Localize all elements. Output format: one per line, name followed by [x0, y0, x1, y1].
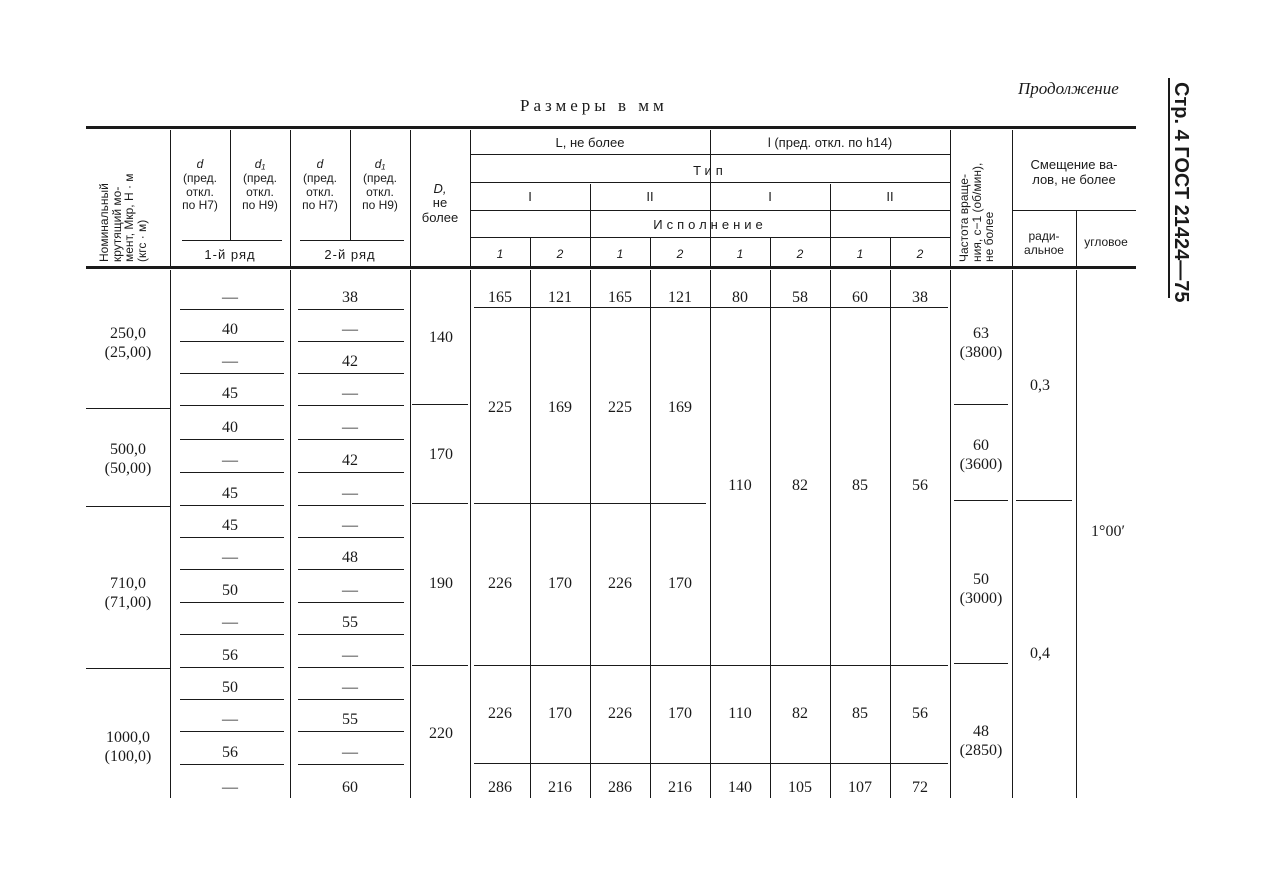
d-row-sep — [180, 699, 284, 700]
L-cell: 225 — [608, 399, 632, 416]
l-cell: 82 — [792, 477, 808, 494]
exec-col: 1 — [856, 247, 864, 261]
radial-value: 0,4 — [1030, 645, 1050, 662]
hdr-vline — [830, 184, 831, 266]
exec-col: 1 — [736, 247, 744, 261]
d-row1-cell: — — [222, 614, 238, 631]
d1-header-row2: d₁ (пред. откл. по H9) — [362, 157, 398, 213]
d-row1-cell: — — [222, 711, 238, 728]
d-row2-cell: — — [342, 385, 358, 402]
body-vline — [1012, 270, 1013, 798]
hdr-hline — [182, 240, 282, 241]
hdr-vline — [1012, 130, 1013, 266]
hdr-vline — [410, 130, 411, 266]
body-vline — [1076, 270, 1077, 798]
hdr-vline — [290, 130, 291, 266]
d-row2-cell: — — [342, 744, 358, 761]
d-row-sep — [180, 537, 284, 538]
D-sep — [412, 503, 468, 504]
L-cell: 226 — [608, 575, 632, 592]
body-vline — [290, 270, 291, 798]
body-vline — [530, 270, 531, 798]
d-row-sep — [180, 667, 284, 668]
freq-value: 48 (2850) — [959, 723, 1003, 760]
freq-sep — [954, 663, 1008, 664]
radial-header: ради- альное — [1024, 229, 1064, 257]
D-header: D, не более — [421, 181, 459, 225]
hdr-vline — [1076, 210, 1077, 266]
d1-header-row1: d₁ (пред. откл. по H9) — [242, 157, 278, 213]
d-row-sep — [298, 472, 404, 473]
execution-header: Исполнение — [653, 217, 767, 232]
d-row-sep — [298, 667, 404, 668]
shift-header: Смещение ва- лов, не более — [1030, 157, 1118, 187]
hdr-vline — [350, 130, 351, 240]
torque-group: 500,0 (50,00) — [104, 441, 152, 478]
D-value: 220 — [429, 725, 453, 742]
d-row1-cell: — — [222, 549, 238, 566]
exec-col: 2 — [556, 247, 564, 261]
d-row1-cell: — — [222, 779, 238, 796]
l-cell: 110 — [728, 705, 752, 722]
d-row2-cell: — — [342, 419, 358, 436]
hdr-vline — [770, 238, 771, 266]
d-row2-cell: 60 — [342, 779, 358, 796]
L-cell: 216 — [548, 779, 572, 796]
l-cell: 58 — [792, 289, 808, 306]
group-sep — [86, 506, 170, 507]
D-sep — [412, 665, 468, 666]
body-vline — [470, 270, 471, 798]
d-row-sep — [180, 405, 284, 406]
d-row-sep — [180, 634, 284, 635]
spine-label: Стр. 4 ГОСТ 21424—75 — [1170, 82, 1192, 303]
d-row2-cell: — — [342, 679, 358, 696]
d-row1-cell: 45 — [222, 517, 238, 534]
l-cell: 105 — [788, 779, 812, 796]
d-row2-cell: — — [342, 647, 358, 664]
L-sep — [474, 763, 948, 764]
L-sep — [474, 307, 948, 308]
L-cell: 165 — [608, 289, 632, 306]
hdr-hline — [300, 240, 404, 241]
exec-col: 1 — [616, 247, 624, 261]
d-row1-cell: 40 — [222, 321, 238, 338]
body-vline — [950, 270, 951, 798]
d-row-sep — [180, 309, 284, 310]
L-cell: 216 — [668, 779, 692, 796]
torque-group: 710,0 (71,00) — [104, 575, 152, 612]
torque-group: 1000,0 (100,0) — [104, 729, 152, 766]
d-row2-cell: 38 — [342, 289, 358, 306]
D-value: 140 — [429, 329, 453, 346]
torque-header: Номинальный крутящий мо- мент, Мкр, Н · м (кгс · м) — [97, 173, 149, 262]
spine-rule — [1168, 78, 1170, 298]
body-vline — [890, 270, 891, 798]
L-cell: 226 — [488, 705, 512, 722]
exec-col: 1 — [496, 247, 504, 261]
hdr-vline — [650, 238, 651, 266]
l-cell: 56 — [912, 705, 928, 722]
hdr-vline — [170, 130, 171, 266]
torque-group: 250,0 (25,00) — [104, 325, 152, 362]
d-row2-cell: 55 — [342, 711, 358, 728]
d-row-sep — [298, 341, 404, 342]
freq-value: 63 (3800) — [959, 325, 1003, 362]
d-row-sep — [298, 405, 404, 406]
L-cell: 170 — [668, 705, 692, 722]
d-row2-cell: — — [342, 582, 358, 599]
l-cell: 85 — [852, 477, 868, 494]
hdr-hline — [470, 182, 950, 183]
exec-col: 2 — [796, 247, 804, 261]
exec-col: 2 — [916, 247, 924, 261]
d-row-sep — [298, 505, 404, 506]
d-row1-cell: 45 — [222, 485, 238, 502]
L-cell: 226 — [608, 705, 632, 722]
freq-header: Частота враще- ния, с−1 (об/мин), не более — [957, 162, 997, 262]
hdr-vline — [470, 130, 471, 266]
hdr-hline — [1012, 210, 1136, 211]
d-row-sep — [298, 537, 404, 538]
d-row1-cell: 56 — [222, 744, 238, 761]
D-sep — [412, 404, 468, 405]
d-row2-cell: — — [342, 321, 358, 338]
d-row-sep — [180, 373, 284, 374]
table-top-rule — [86, 126, 1136, 129]
l-cell: 38 — [912, 289, 928, 306]
body-vline — [170, 270, 171, 798]
l-cell: 72 — [912, 779, 928, 796]
l-cell: 85 — [852, 705, 868, 722]
type-header: Тип — [693, 163, 727, 178]
hdr-hline — [470, 210, 950, 211]
d-row2-cell: 42 — [342, 353, 358, 370]
L-cell: 121 — [548, 289, 572, 306]
l-cell: 56 — [912, 477, 928, 494]
d-row-sep — [180, 731, 284, 732]
L-sep — [474, 503, 706, 504]
hdr-vline — [710, 130, 711, 266]
d-row1-cell: — — [222, 289, 238, 306]
d-row-sep — [298, 731, 404, 732]
header-bottom-rule — [86, 266, 1136, 269]
L-cell: 169 — [668, 399, 692, 416]
d-row-sep — [298, 309, 404, 310]
body-vline — [410, 270, 411, 798]
L-cell: 170 — [668, 575, 692, 592]
continuation-label: Продолжение — [1018, 79, 1119, 98]
d-row-sep — [180, 472, 284, 473]
body-vline — [710, 270, 711, 798]
d-row-sep — [180, 569, 284, 570]
d-row1-cell: 45 — [222, 385, 238, 402]
l-cell: 60 — [852, 289, 868, 306]
L-cell: 225 — [488, 399, 512, 416]
angular-header: угловое — [1084, 235, 1128, 249]
D-value: 190 — [429, 575, 453, 592]
L-cell: 170 — [548, 705, 572, 722]
d-row-sep — [298, 634, 404, 635]
group-sep — [86, 408, 170, 409]
l-cell: 107 — [848, 779, 872, 796]
d-row1-cell: — — [222, 353, 238, 370]
d-row2-cell: 42 — [342, 452, 358, 469]
hdr-hline — [470, 154, 950, 155]
L-cell: 286 — [488, 779, 512, 796]
d-row-sep — [298, 373, 404, 374]
d-row-sep — [180, 764, 284, 765]
body-vline — [650, 270, 651, 798]
d-row-sep — [298, 699, 404, 700]
L-cell: 165 — [488, 289, 512, 306]
body-vline — [830, 270, 831, 798]
hdr-vline — [950, 130, 951, 266]
radial-value: 0,3 — [1030, 377, 1050, 394]
l-cell: 110 — [728, 477, 752, 494]
d-row2-cell: 48 — [342, 549, 358, 566]
d-row-sep — [298, 764, 404, 765]
freq-sep — [954, 500, 1008, 501]
d-row-sep — [180, 341, 284, 342]
units-caption: Размеры в мм — [520, 96, 668, 115]
hdr-vline — [230, 130, 231, 240]
d-row2-cell: — — [342, 485, 358, 502]
type-I-l: I — [768, 189, 772, 204]
d-row1-cell: 50 — [222, 582, 238, 599]
type-II-l: II — [886, 189, 894, 204]
L-cell: 286 — [608, 779, 632, 796]
exec-col: 2 — [676, 247, 684, 261]
l-header: l (пред. откл. по h14) — [767, 135, 893, 150]
L-cell: 226 — [488, 575, 512, 592]
d-row2-cell: — — [342, 517, 358, 534]
row2-label: 2-й ряд — [324, 247, 376, 262]
L-cell: 170 — [548, 575, 572, 592]
d-row1-cell: 56 — [222, 647, 238, 664]
d-row-sep — [180, 602, 284, 603]
D-value: 170 — [429, 446, 453, 463]
hdr-vline — [890, 238, 891, 266]
d-row-sep — [180, 439, 284, 440]
l-cell: 80 — [732, 289, 748, 306]
row1-label: 1-й ряд — [204, 247, 256, 262]
body-vline — [770, 270, 771, 798]
d-header-row1: d (пред. откл. по H7) — [182, 157, 218, 213]
type-I-L: I — [528, 189, 532, 204]
l-cell: 82 — [792, 705, 808, 722]
body-vline — [590, 270, 591, 798]
d-header-row2: d (пред. откл. по H7) — [302, 157, 338, 213]
d-row-sep — [180, 505, 284, 506]
L-sep — [474, 665, 948, 666]
d-row1-cell: 50 — [222, 679, 238, 696]
l-cell: 140 — [728, 779, 752, 796]
freq-value: 50 (3000) — [959, 571, 1003, 608]
freq-value: 60 (3600) — [959, 437, 1003, 474]
hdr-hline — [470, 237, 950, 238]
hdr-vline — [590, 184, 591, 266]
L-cell: 121 — [668, 289, 692, 306]
L-header: L, не более — [555, 135, 625, 150]
d-row-sep — [298, 569, 404, 570]
angular-value: 1°00′ — [1091, 523, 1125, 540]
hdr-vline — [530, 238, 531, 266]
d-row1-cell: 40 — [222, 419, 238, 436]
freq-sep — [954, 404, 1008, 405]
type-II-L: II — [646, 189, 654, 204]
d-row1-cell: — — [222, 452, 238, 469]
group-sep — [86, 668, 170, 669]
d-row-sep — [298, 602, 404, 603]
d-row2-cell: 55 — [342, 614, 358, 631]
L-cell: 169 — [548, 399, 572, 416]
d-row-sep — [298, 439, 404, 440]
radial-sep — [1016, 500, 1072, 501]
